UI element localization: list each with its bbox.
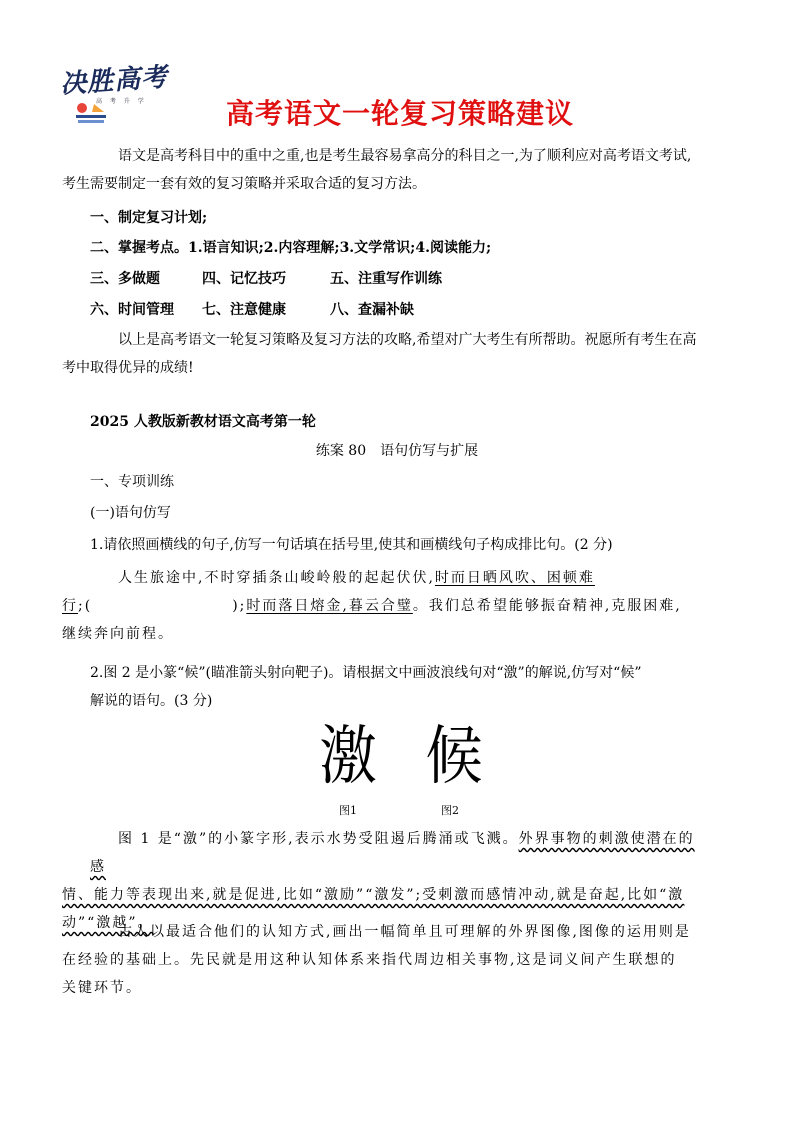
series-title: 2025 人教版新教材语文高考第一轮	[90, 414, 316, 430]
q2-passage-2	[62, 918, 710, 1002]
q1-underlined-1: 时而日晒风吹、困顿难	[434, 570, 595, 586]
closing-line-2: 考中取得优异的成绩!	[62, 360, 194, 376]
logo-emblem-icon	[74, 100, 110, 128]
q1-close-paren: );	[232, 598, 247, 614]
plan-grid-row-1	[90, 265, 442, 293]
closing-line-1: 以上是高考语文一轮复习策略及复习方法的攻略,希望对广大考生有所帮助。祝愿所有考生在高	[118, 332, 697, 348]
q2-p2-line-3: 关键环节。	[62, 980, 142, 996]
question-1-prompt: 1.请依照画横线的句子,仿写一句话填在括号里,使其和画横线句子构成排比句。(2 分)	[90, 537, 613, 553]
plan-item-5: 五、注重写作训练	[330, 271, 442, 287]
q2-p2-line-2: 在经验的基础上。先民就是用这种认知体系来指代周边相关事物,这是词义间产生联想的	[62, 952, 677, 968]
plan-item-1: 一、制定复习计划;	[90, 210, 208, 226]
intro-paragraph	[62, 142, 710, 198]
seal-char-hou: 候	[425, 720, 483, 794]
question-2-prompt	[90, 659, 710, 715]
plan-item-2: 二、掌握考点。1.语言知识;2.内容理解;3.文学常识;4.阅读能力;	[90, 240, 492, 256]
q2-wavy-2: 情、能力等表现出来,就是促进,比如“激励”“激发”;受刺激而感情冲动,就是奋起,比如“激	[62, 887, 685, 903]
seal-figure-1	[312, 714, 384, 800]
logo	[60, 60, 172, 134]
q1-underlined-2: 行	[62, 598, 78, 614]
exercise-title: 练案 80 语句仿写与扩展	[315, 443, 479, 459]
plan-item-6: 六、时间管理	[90, 302, 174, 318]
question-1-passage	[62, 564, 710, 648]
figure-2-caption: 图2	[441, 804, 459, 817]
figure-1-caption: 图1	[339, 804, 357, 817]
q1-underlined-3: 时而落日熔金,暮云合璧	[246, 598, 413, 614]
q2-wavy-1: 外界事物的刺激使潜在的感	[90, 831, 695, 875]
plan-item-4: 四、记忆技巧	[202, 271, 286, 287]
plan-item-3: 三、多做题	[90, 271, 160, 287]
page-title: 高考语文一轮复习策略建议	[225, 97, 574, 130]
section-heading: 一、专项训练	[90, 474, 174, 490]
q2-prompt-line-2: 解说的语句。(3 分)	[90, 693, 213, 709]
seal-char-ji: 激	[319, 720, 377, 794]
intro-line-1: 语文是高考科目中的重中之重,也是考生最容易拿高分的科目之一,为了顺利应对高考语文考试,	[118, 148, 692, 164]
q2-p2-line-1: 古人以最适合他们的认知方式,画出一幅简单且可理解的外界图像,图像的运用则是	[118, 924, 691, 940]
plan-item-8: 八、查漏补缺	[330, 302, 414, 318]
q2-wavy-3: 动”“激越”。	[62, 915, 154, 931]
subsection-heading: (一)语句仿写	[90, 505, 171, 521]
q1-text-d: 。我们总希望能够振奋精神,克服困难,	[412, 598, 682, 614]
q2-p1-text: 图 1 是“激”的小篆字形,表示水势受阻遏后腾涌或飞溅。	[118, 831, 519, 847]
closing-paragraph	[62, 326, 710, 382]
intro-line-2: 考生需要制定一套有效的复习策略并采取合适的复习方法。	[62, 176, 426, 192]
seal-figure-2	[418, 714, 490, 800]
logo-subtitle: 高 考 升 学	[96, 98, 147, 105]
q2-prompt-line-1: 2.图 2 是小篆“候”(瞄准箭头射向靶子)。请根据文中画波浪线句对“激”的解说,仿写对“候”	[90, 665, 642, 681]
logo-text: 决胜高考	[59, 62, 170, 100]
q1-text-e: 继续奔向前程。	[62, 626, 174, 642]
plan-grid-row-2	[90, 296, 414, 324]
q1-open-paren: ;(	[78, 598, 93, 614]
q1-text-a: 人生旅途中,不时穿插条山峻岭般的起起伏伏,	[118, 570, 435, 586]
plan-item-7: 七、注意健康	[202, 302, 286, 318]
